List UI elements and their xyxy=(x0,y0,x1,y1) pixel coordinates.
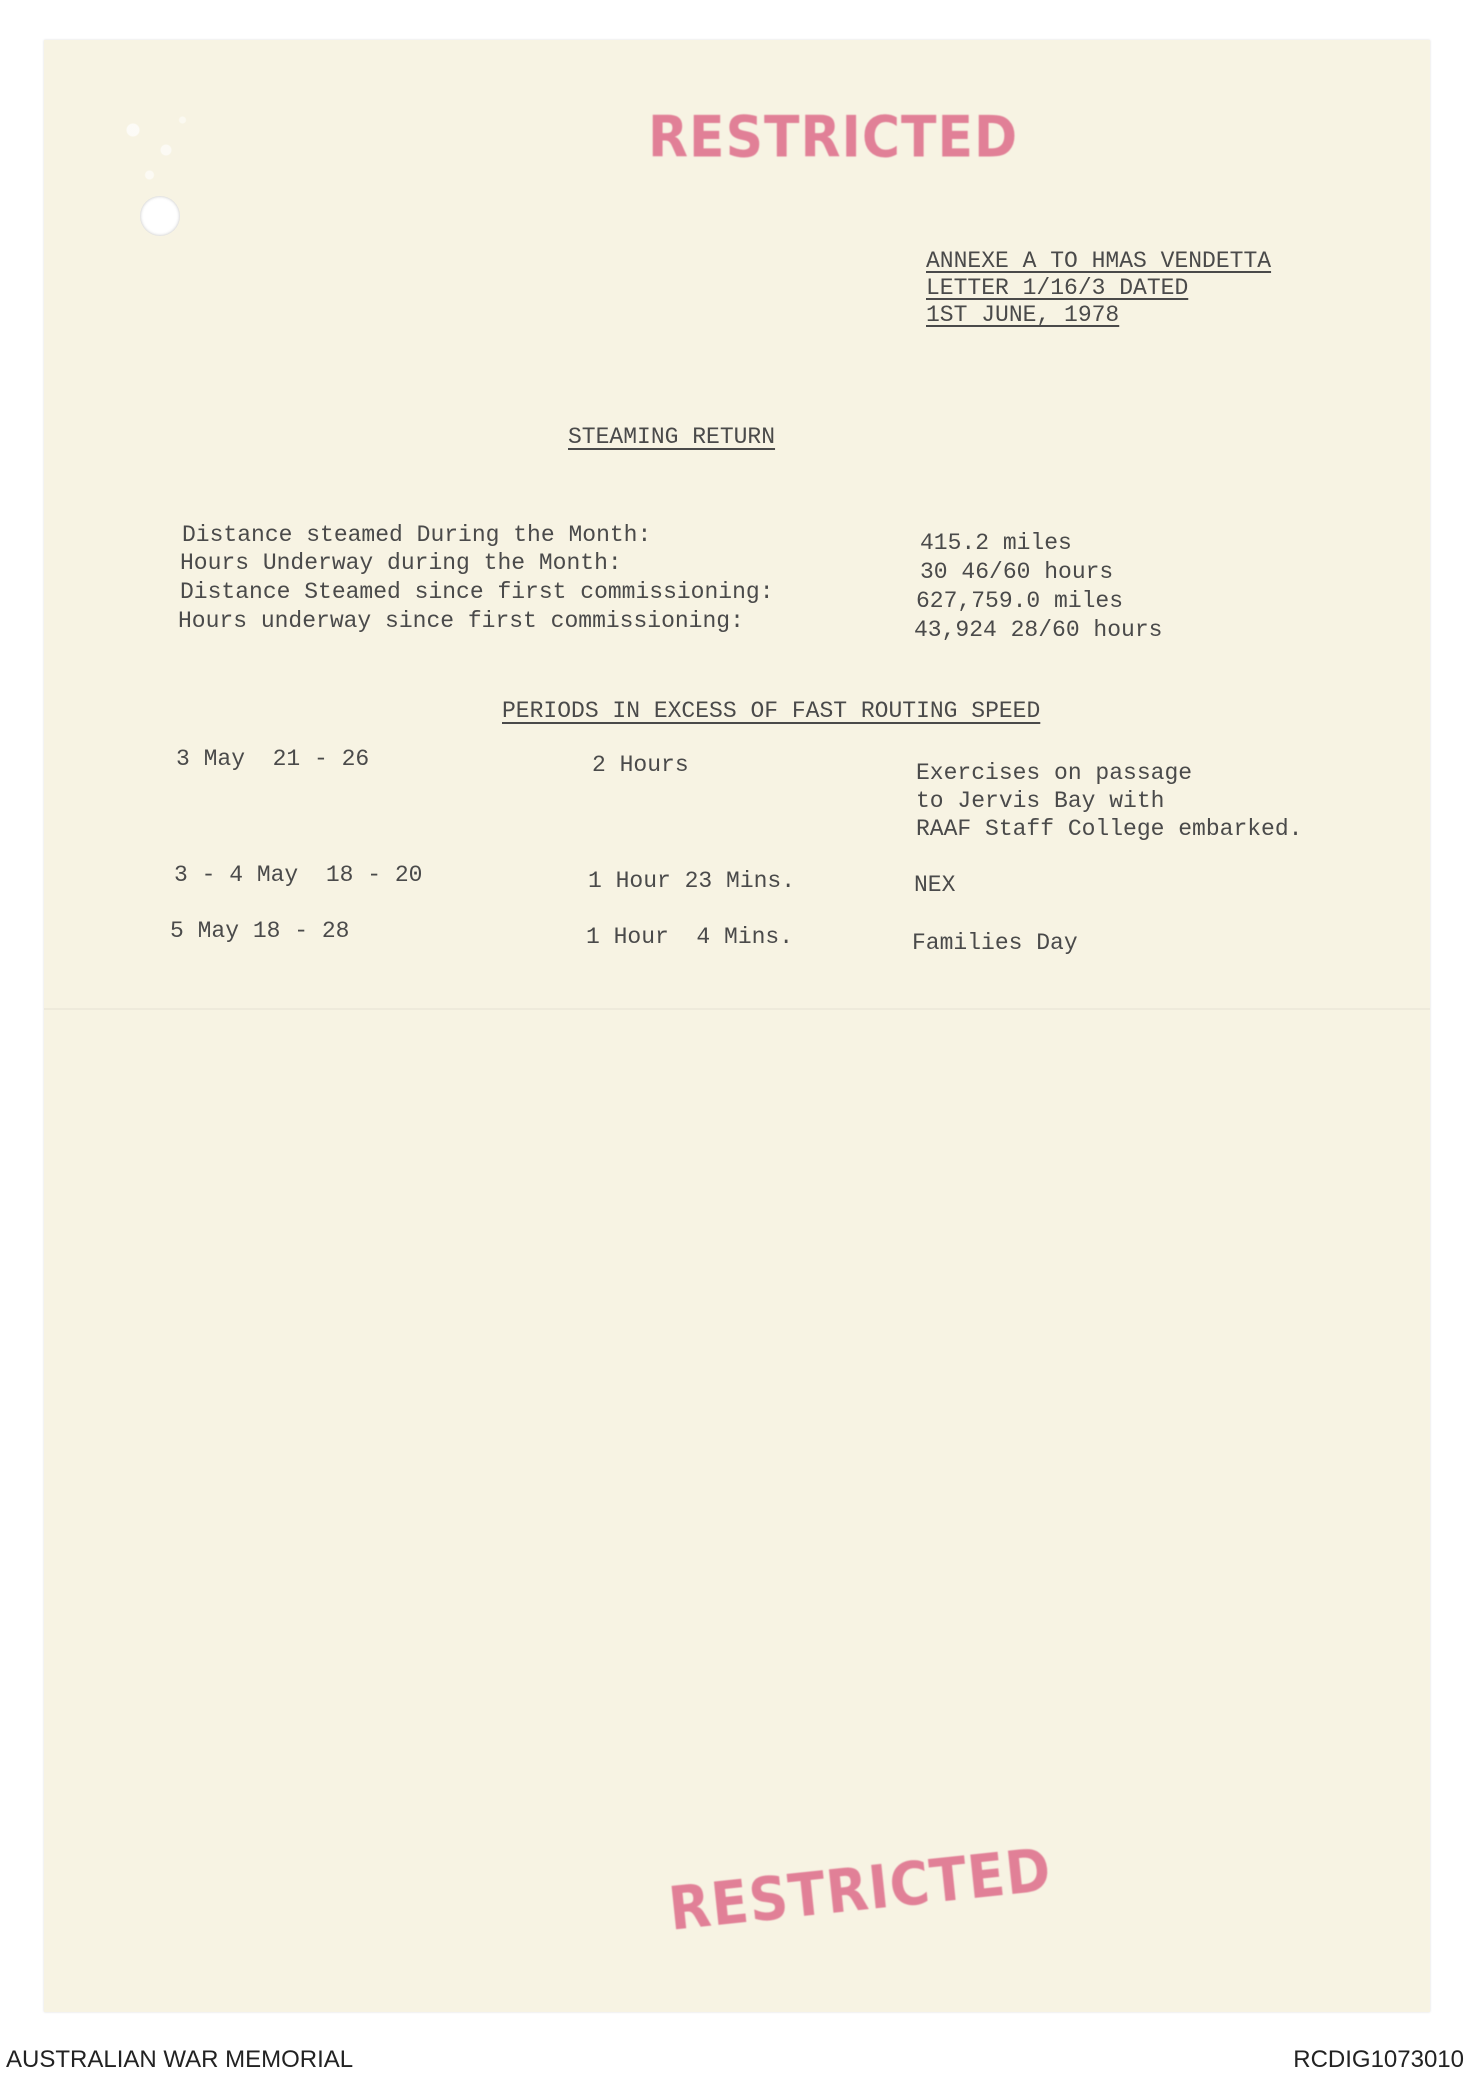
page-title: STEAMING RETURN xyxy=(568,424,776,450)
punch-hole xyxy=(140,196,180,236)
period-duration: 1 Hour 4 Mins. xyxy=(586,924,794,950)
period-date: 3 May 21 - 26 xyxy=(176,746,370,772)
summary-label: Hours Underway during the Month: xyxy=(180,550,622,576)
summary-label: Hours underway since first commissioning: xyxy=(178,608,744,634)
period-remarks: Families Day xyxy=(912,930,1078,956)
period-remarks: to Jervis Bay with xyxy=(916,788,1165,814)
reference-line-3: 1ST JUNE, 1978 xyxy=(926,302,1120,328)
summary-value: 627,759.0 miles xyxy=(916,588,1124,614)
summary-label: Distance steamed During the Month: xyxy=(182,522,652,548)
period-date: 5 May 18 - 28 xyxy=(170,918,350,944)
summary-value: 415.2 miles xyxy=(920,530,1072,556)
restricted-stamp-top: RESTRICTED xyxy=(648,105,1019,171)
period-remarks: Exercises on passage xyxy=(916,760,1193,786)
period-date: 3 - 4 May 18 - 20 xyxy=(174,862,423,888)
period-duration: 2 Hours xyxy=(592,752,689,778)
summary-value: 30 46/60 hours xyxy=(920,559,1114,585)
document-page xyxy=(44,40,1430,2012)
reference-line-1: ANNEXE A TO HMAS VENDETTA xyxy=(926,248,1272,274)
summary-value: 43,924 28/60 hours xyxy=(914,617,1163,643)
footer-institution: AUSTRALIAN WAR MEMORIAL xyxy=(6,2046,354,2073)
period-duration: 1 Hour 23 Mins. xyxy=(588,868,796,894)
summary-label: Distance Steamed since first commissioning: xyxy=(180,579,774,605)
period-remarks: RAAF Staff College embarked. xyxy=(916,816,1303,842)
reference-line-2: LETTER 1/16/3 DATED xyxy=(926,275,1189,301)
paper-damage xyxy=(100,100,210,200)
periods-heading: PERIODS IN EXCESS OF FAST ROUTING SPEED xyxy=(502,698,1041,724)
footer-record-id: RCDIG1073010 xyxy=(1293,2046,1464,2073)
restricted-stamp-bottom: RESTRICTED xyxy=(665,1834,1055,1945)
fold-line xyxy=(44,1008,1430,1010)
period-remarks: NEX xyxy=(914,872,956,898)
